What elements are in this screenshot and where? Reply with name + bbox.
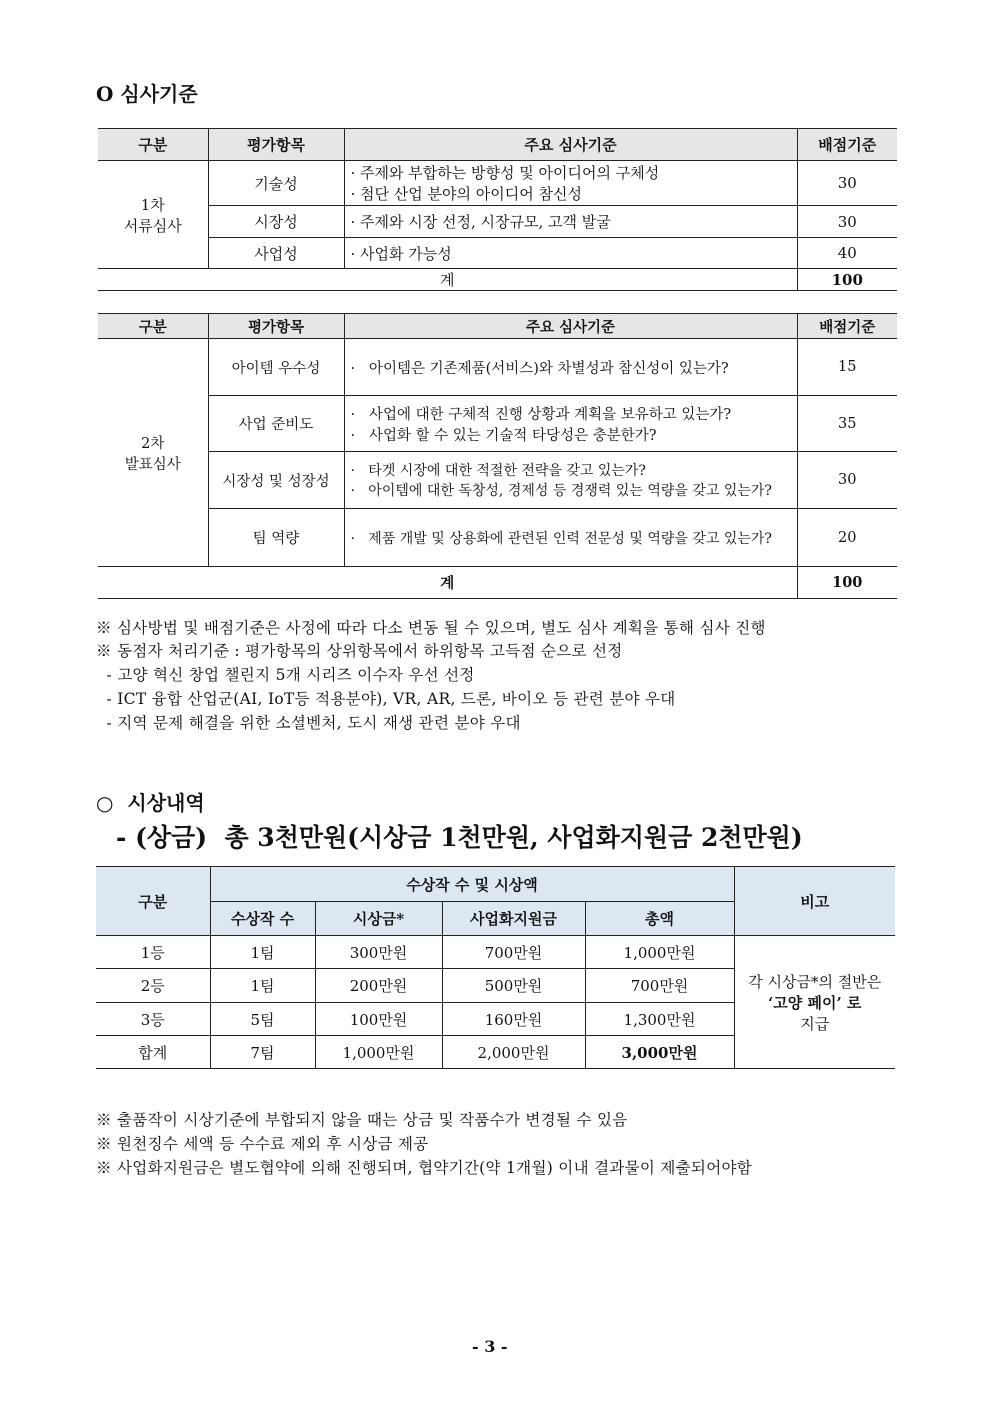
item-cell: 사업성 [208,238,344,269]
note-cell [734,936,895,1069]
criteria-cell: · 아이템은 기존제품(서비스)와 차별성과 참신성이 있는가? [344,339,797,396]
note-line: - ICT 융합 산업군(AI, IoT등 적용분야), VR, AR, 드론, 바이오 등 관련 분야 우대 [96,690,676,708]
header-item: 평가항목 [208,129,344,161]
criteria-cell [344,452,797,509]
group-cell: 2차 발표심사 [98,339,208,567]
score-cell: 40 [797,238,897,269]
header-score: 배점기준 [797,314,897,339]
header-winners: 수상작 수 [210,902,315,936]
cell: 200만원 [315,969,442,1003]
note-line: 지급 [800,1014,830,1033]
score-cell: 20 [797,509,897,567]
cell: 1팀 [210,936,315,969]
total-score: 100 [797,567,897,599]
note-line: ※ 원천징수 세액 등 수수료 제외 후 시상금 제공 [96,1135,429,1153]
cell: 1팀 [210,969,315,1003]
awards-table [96,866,895,1069]
rank-cell: 3등 [96,1003,210,1036]
total-label: 계 [98,269,797,291]
score-cell: 30 [797,452,897,509]
prize-summary: - (상금) 총 3천만원(시상금 1천만원, 사업화지원금 2천만원) [116,823,803,852]
criteria-cell: · 사업화 가능성 [344,238,797,269]
criteria-cell: · 주제와 시장 선정, 시장규모, 고객 발굴 [344,206,797,238]
cell: 160만원 [442,1003,585,1036]
score-cell: 30 [797,161,897,206]
score-cell: 30 [797,206,897,238]
cell: 2,000만원 [442,1036,585,1069]
cell: 100만원 [315,1003,442,1036]
item-cell: 시장성 및 성장성 [208,452,344,509]
note-line: 각 시상금*의 절반은 [748,972,882,991]
cell: 7팀 [210,1036,315,1069]
header-category: 구분 [96,867,210,936]
header-category: 구분 [98,129,208,161]
note-line: ※ 출품작이 시상기준에 부합되지 않을 때는 상금 및 작품수가 변경될 수 있음 [96,1111,628,1129]
second-round-table [98,313,897,599]
rank-cell: 2등 [96,969,210,1003]
criteria-line: · 사업화 할 수 있는 기술적 타당성은 충분한가? [350,427,657,444]
item-cell: 사업 준비도 [208,396,344,452]
grand-total-cell: 3,000만원 [585,1036,734,1069]
header-support: 사업화지원금 [442,902,585,936]
criteria-line: · 주제와 부합하는 방향성 및 아이디어의 구체성 [350,164,660,182]
section-title-awards: ○ 시상내역 [96,791,205,815]
group-cell: 1차 서류심사 [98,161,208,269]
cell: 1,300만원 [585,1003,734,1036]
header-item: 평가항목 [208,314,344,339]
score-cell: 15 [797,339,897,396]
header-total: 총액 [585,902,734,936]
header-awards-amount: 수상작 수 및 시상액 [210,867,734,902]
header-category: 구분 [98,314,208,339]
note-line: ‘고양 페이’ 로 [768,993,862,1012]
item-cell: 시장성 [208,206,344,238]
section-title-criteria: O 심사기준 [96,82,198,106]
criteria-cell: · 제품 개발 및 상용화에 관련된 인력 전문성 및 역량을 갖고 있는가? [344,509,797,567]
cell: 1,000만원 [315,1036,442,1069]
item-cell: 팀 역량 [208,509,344,567]
note-line: - 지역 문제 해결을 위한 소셜벤처, 도시 재생 관련 분야 우대 [96,714,521,732]
note-line: ※ 심사방법 및 배점기준은 사정에 따라 다소 변동 될 수 있으며, 별도 심사 계획을 통해 심사 진행 [96,619,766,637]
total-score: 100 [797,269,897,291]
criteria-line: · 아이템에 대한 독창성, 경제성 등 경쟁력 있는 역량을 갖고 있는가? [350,483,772,499]
header-score: 배점기준 [797,129,897,161]
header-criteria: 주요 심사기준 [344,314,797,339]
criteria-line: · 타겟 시장에 대한 적절한 전략을 갖고 있는가? [350,463,646,479]
cell: 700만원 [442,936,585,969]
first-round-table [98,128,897,291]
note-line: ※ 동점자 처리기준 : 평가항목의 상위항목에서 하위항목 고득점 순으로 선정 [96,642,623,660]
note-line: - 고양 혁신 창업 챌린지 5개 시리즈 이수자 우선 선정 [96,666,475,684]
item-cell: 아이템 우수성 [208,339,344,396]
total-label: 계 [98,567,797,599]
note-line: ※ 사업화지원금은 별도협약에 의해 진행되며, 협약기간(약 1개월) 이내 결과물이 제출되어야함 [96,1159,753,1177]
header-criteria: 주요 심사기준 [344,129,797,161]
cell: 300만원 [315,936,442,969]
criteria-cell [344,161,797,206]
cell: 500만원 [442,969,585,1003]
criteria-line: · 사업에 대한 구체적 진행 상황과 계획을 보유하고 있는가? [350,406,732,423]
header-note: 비고 [734,867,895,936]
rank-cell: 1등 [96,936,210,969]
criteria-cell [344,396,797,452]
cell: 700만원 [585,969,734,1003]
cell: 5팀 [210,1003,315,1036]
criteria-line: · 첨단 산업 분야의 아이디어 참신성 [350,185,582,203]
cell: 1,000만원 [585,936,734,969]
page-number: - 3 - [472,1337,508,1356]
item-cell: 기술성 [208,161,344,206]
rank-cell: 합계 [96,1036,210,1069]
header-prize: 시상금* [315,902,442,936]
score-cell: 35 [797,396,897,452]
